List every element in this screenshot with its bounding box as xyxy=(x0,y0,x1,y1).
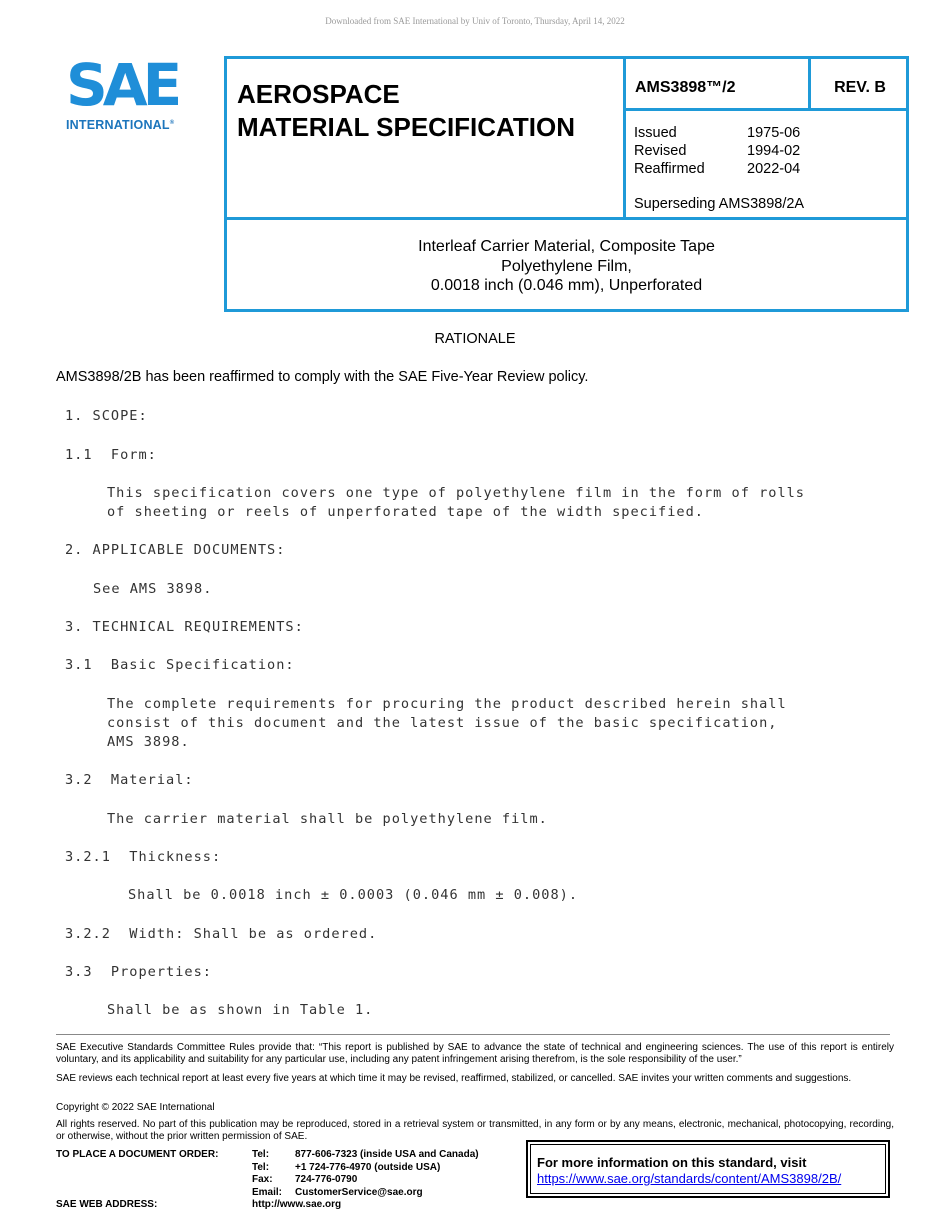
paragraph-line: AMS 3898. xyxy=(107,734,190,750)
paragraph-line: The carrier material shall be polyethylene film. xyxy=(107,811,548,827)
paragraph-line: of sheeting or reels of unperforated tape of the width specified. xyxy=(107,504,704,520)
paragraph-line: Shall be 0.0018 inch ± 0.0003 (0.046 mm ± 0.008). xyxy=(128,887,579,903)
footer-review: SAE reviews each technical report at least every five years at which time it may be revised, reaffirmed, stabilized, or cancelled. SAE invites your written comments and suggestions. xyxy=(56,1073,852,1084)
more-info-title: For more information on this standard, visit xyxy=(537,1155,807,1170)
section-heading: 3.2.2 Width: Shall be as ordered. xyxy=(65,926,378,942)
footer-copyright: Copyright © 2022 SAE International xyxy=(56,1102,215,1113)
rationale-heading: RATIONALE xyxy=(434,331,516,347)
logo-brand: SAE xyxy=(66,51,178,119)
section-heading: 3.2 Material: xyxy=(65,772,194,788)
logo-subtitle: INTERNATIONAL® xyxy=(66,118,175,132)
phone-link[interactable]: +1 724-776-4970 (outside USA) xyxy=(295,1161,441,1173)
footer-divider xyxy=(56,1034,890,1035)
section-heading: 1. SCOPE: xyxy=(65,408,148,424)
rationale-text: AMS3898/2B has been reaffirmed to comply with the SAE Five-Year Review policy. xyxy=(56,369,589,385)
section-heading: 3.2.1 Thickness: xyxy=(65,849,222,865)
spec-subject: Interleaf Carrier Material, Composite Tape Polyethylene Film, 0.0018 inch (0.046 mm), Unperforated xyxy=(418,238,715,294)
order-contacts: Tel: 877-606-7323 (inside USA and Canada) Tel: +1 724-776-4970 (outside USA) Fax: 724-776-0790 Email: CustomerService@sae.org xyxy=(252,1149,479,1198)
more-info-box xyxy=(526,1140,890,1198)
web-address-link[interactable]: http://www.sae.org xyxy=(252,1199,342,1210)
phone-link[interactable]: 877-606-7323 (inside USA and Canada) xyxy=(295,1149,479,1160)
footer-rules: SAE Executive Standards Committee Rules provide that: “This report is published by SAE to advance the state of technical and engineering sciences. The use of this report is entirely voluntary, and its applicability and suitability for any particular use, including any patent infringement arising therefrom, is the sole responsibility of the user.” xyxy=(56,1042,894,1065)
standard-link[interactable]: https://www.sae.org/standards/content/AMS3898/2B/ xyxy=(537,1171,842,1186)
doc-number: AMS3898™/2 xyxy=(635,79,736,96)
spec-header-box xyxy=(224,56,909,312)
issue-dates: Issued 1975-06 Revised 1994-02 Reaffirmed 2022-04 xyxy=(634,125,801,177)
spec-title: AEROSPACE MATERIAL SPECIFICATION xyxy=(237,79,575,142)
section-heading: 3.3 Properties: xyxy=(65,964,212,980)
superseding-note: Superseding AMS3898/2A xyxy=(634,196,805,212)
section-heading: 3. TECHNICAL REQUIREMENTS: xyxy=(65,619,304,635)
order-label: TO PLACE A DOCUMENT ORDER: xyxy=(56,1149,219,1160)
section-heading: 1.1 Form: xyxy=(65,447,157,463)
paragraph-line: consist of this document and the latest issue of the basic specification, xyxy=(107,715,778,731)
paragraph-line: The complete requirements for procuring the product described herein shall xyxy=(107,696,787,712)
sae-logo xyxy=(64,51,194,136)
paragraph-line: See AMS 3898. xyxy=(93,581,213,597)
section-heading: 3.1 Basic Specification: xyxy=(65,657,295,673)
paragraph-line: This specification covers one type of polyethylene film in the form of rolls xyxy=(107,485,805,501)
download-notice: Downloaded from SAE International by Univ of Toronto, Thursday, April 14, 2022 xyxy=(325,16,625,26)
footer-rights: All rights reserved. No part of this publication may be reproduced, stored in a retrieval system or transmitted, in any form or by any means, electronic, mechanical, photocopying, recording, or otherwise, without the prior written permission of SAE. xyxy=(56,1119,894,1142)
section-heading: 2. APPLICABLE DOCUMENTS: xyxy=(65,542,286,558)
revision-label: REV. B xyxy=(834,79,886,96)
paragraph-line: Shall be as shown in Table 1. xyxy=(107,1002,374,1018)
web-address-label: SAE WEB ADDRESS: xyxy=(56,1199,158,1210)
email-link[interactable]: CustomerService@sae.org xyxy=(295,1186,423,1198)
